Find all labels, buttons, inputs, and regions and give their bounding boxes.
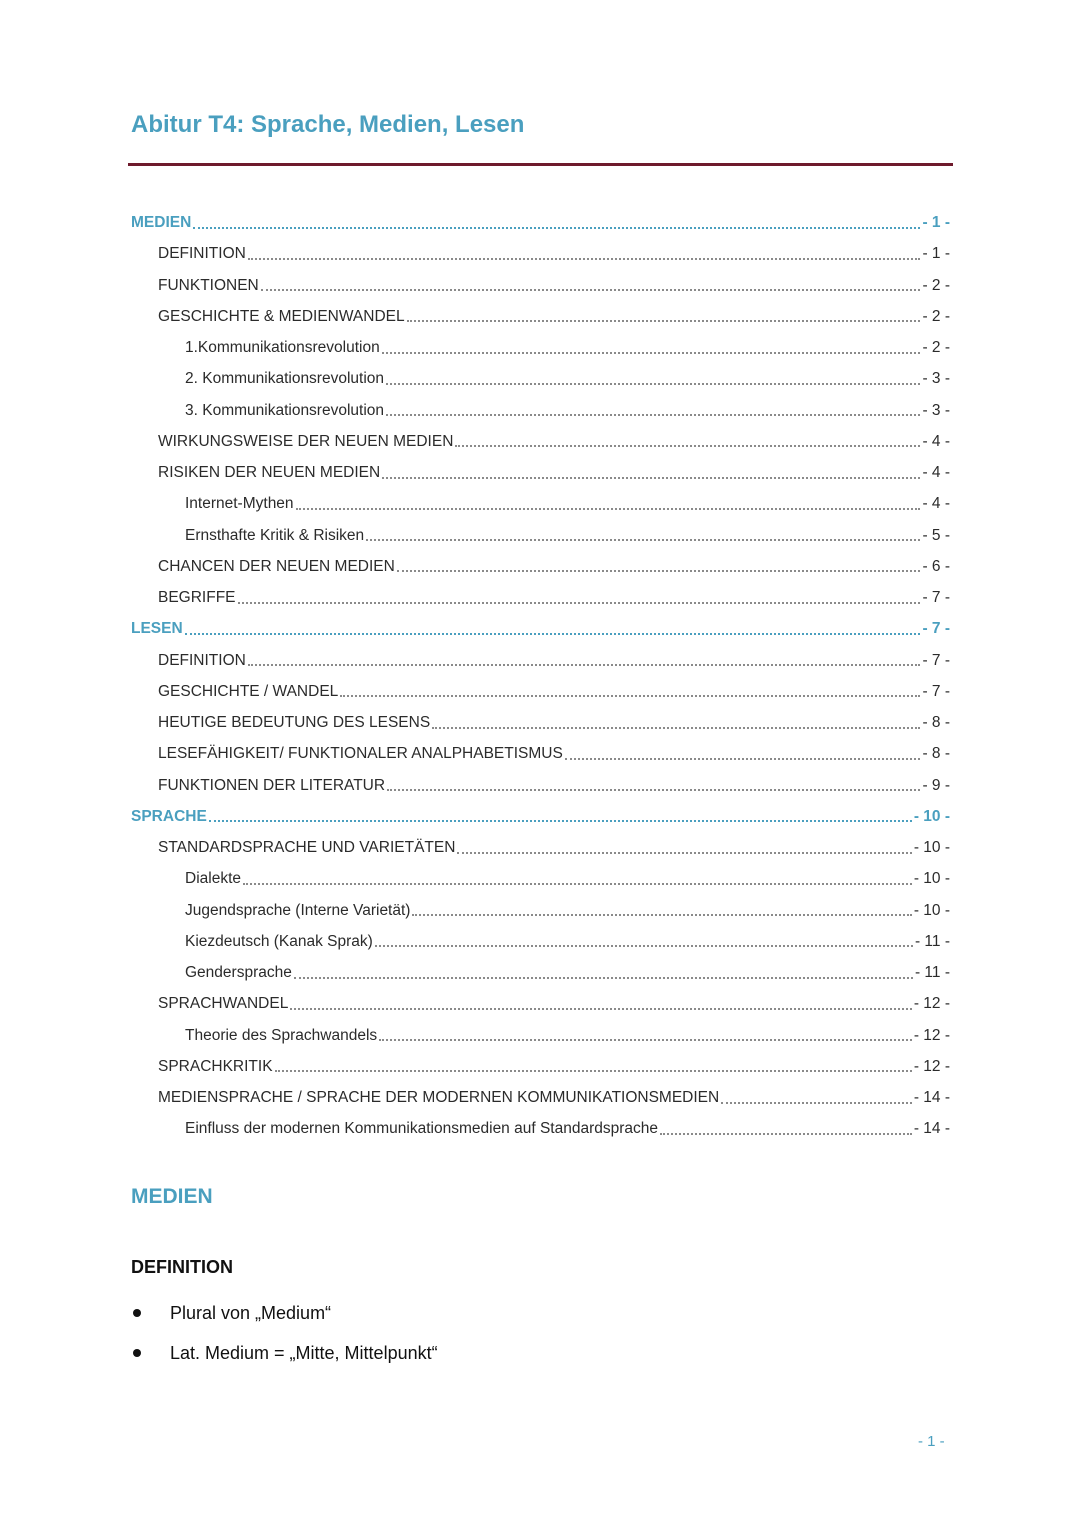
toc-entry-page: - 2 - [922,339,950,356]
toc-entry[interactable] [131,645,950,676]
toc-entry-page: - 12 - [913,995,950,1013]
toc-entry-label: SPRACHE [131,807,207,825]
toc-entry[interactable] [131,270,950,301]
toc-entry-label: Einfluss der modernen Kommunikationsmedien auf Standardsprache [185,1120,659,1138]
toc-entry-page: - 12 - [913,1026,950,1044]
toc-entry-label: Kiezdeutsch (Kanak Sprak) [185,932,373,950]
toc-leader-dots [340,695,920,697]
toc-entry-page: - 9 - [922,776,950,794]
toc-entry-label: DEFINITION [158,245,246,263]
toc-leader-dots [379,1039,912,1041]
toc-entry[interactable] [131,488,950,519]
toc-entry[interactable] [131,895,950,926]
toc-leader-dots [397,570,921,572]
toc-entry-page: - 8 - [922,714,950,731]
toc-entry-label: STANDARDSPRACHE UND VARIETÄTEN [158,839,456,856]
toc-entry[interactable] [131,676,950,707]
list-item-text: Plural von „Medium“ [170,1302,332,1323]
toc-entry-page: - 12 - [913,1057,950,1075]
toc-entry-label: MEDIEN [131,214,192,231]
title-divider [128,163,953,166]
toc-entry-label: Jugendsprache (Interne Varietät) [185,901,411,919]
toc-entry[interactable] [131,1082,950,1113]
toc-leader-dots [193,227,920,229]
toc-leader-dots [721,1102,912,1104]
toc-entry[interactable] [131,582,950,613]
toc-leader-dots [248,664,921,666]
toc-entry-page: - 5 - [922,526,950,544]
toc-entry-label: LESEN [131,620,183,638]
toc-entry-page: - 8 - [922,745,950,763]
toc-entry[interactable] [131,301,950,332]
page-title: Abitur T4: Sprache, Medien, Lesen [131,111,525,138]
toc-entry[interactable] [131,395,950,426]
toc-entry-page: - 10 - [913,901,950,919]
toc-entry[interactable] [131,738,950,769]
toc-entry-page: - 14 - [913,1120,950,1138]
toc-entry-page: - 7 - [922,651,950,669]
section-heading: MEDIEN [131,1185,213,1208]
toc-entry-page: - 2 - [922,307,950,325]
bullet-icon [133,1349,141,1357]
toc-entry-page: - 3 - [922,401,950,419]
toc-entry-page: - 11 - [914,932,950,950]
toc-entry-page: - 10 - [913,870,950,888]
sub-heading: DEFINITION [131,1257,233,1277]
toc-entry-page: - 1 - [922,214,950,231]
toc-entry[interactable] [131,957,950,988]
toc-leader-dots [238,602,921,604]
toc-entry-label: GESCHICHTE & MEDIENWANDEL [158,307,405,325]
toc-leader-dots [248,258,921,260]
toc-leader-dots [375,945,913,947]
toc-leader-dots [565,758,921,760]
toc-entry-label: SPRACHKRITIK [158,1057,273,1075]
toc-entry-label: DEFINITION [158,651,246,669]
toc-entry-label: 3. Kommunikationsrevolution [185,401,385,419]
toc-leader-dots [290,1008,911,1010]
toc-entry-label: 2. Kommunikationsrevolution [185,370,385,388]
toc-entry-page: - 7 - [922,620,950,638]
toc-leader-dots [382,352,921,354]
toc-entry[interactable] [131,832,950,863]
list-item [131,1333,438,1373]
toc-entry-label: FUNKTIONEN DER LITERATUR [158,776,386,794]
toc-leader-dots [457,852,911,854]
toc-leader-dots [386,414,920,416]
toc-entry-page: - 3 - [922,370,950,388]
toc-entry-page: - 4 - [922,495,950,513]
toc-leader-dots [412,914,911,916]
toc-entry-label: RISIKEN DER NEUEN MEDIEN [158,464,381,481]
toc-entry-label: FUNKTIONEN [158,276,259,294]
toc-entry-page: - 6 - [922,557,950,575]
toc-entry-page: - 11 - [914,964,950,981]
toc-entry-page: - 7 - [922,589,950,606]
bullet-icon [133,1309,141,1317]
toc-entry-page: - 7 - [922,682,950,700]
toc-entry-label: WIRKUNGSWEISE DER NEUEN MEDIEN [158,432,454,450]
list-item-text: Lat. Medium = „Mitte, Mittelpunkt“ [170,1342,438,1363]
toc-leader-dots [296,508,921,510]
toc-entry-label: GESCHICHTE / WANDEL [158,682,339,700]
toc-leader-dots [455,445,920,447]
toc-leader-dots [660,1133,912,1135]
toc-leader-dots [185,633,921,635]
toc-leader-dots [382,477,920,479]
toc-entry-page: - 10 - [913,807,950,825]
toc-entry[interactable] [131,707,950,738]
toc-entry-label: Ernsthafte Kritik & Risiken [185,526,365,544]
toc-leader-dots [261,289,921,291]
table-of-contents [131,207,950,1145]
page-number: - 1 - [918,1433,945,1450]
toc-entry-page: - 4 - [922,464,950,481]
toc-entry-label: MEDIENSPRACHE / SPRACHE DER MODERNEN KOMMUNIKATIONSMEDIEN [158,1089,720,1106]
toc-entry-label: CHANCEN DER NEUEN MEDIEN [158,557,395,575]
toc-leader-dots [243,883,912,885]
toc-leader-dots [366,539,920,541]
toc-entry-label: BEGRIFFE [158,589,236,606]
toc-entry[interactable] [131,926,950,957]
toc-entry[interactable] [131,770,950,801]
toc-entry-label: SPRACHWANDEL [158,995,289,1013]
toc-leader-dots [275,1070,912,1072]
toc-entry[interactable] [131,1020,950,1051]
toc-entry[interactable] [131,1113,950,1144]
toc-entry[interactable] [131,426,950,457]
toc-leader-dots [387,789,920,791]
toc-entry[interactable] [131,801,950,832]
toc-leader-dots [209,820,912,822]
toc-entry[interactable] [131,457,950,488]
toc-entry-label: Dialekte [185,870,241,888]
toc-entry[interactable] [131,207,950,238]
toc-entry[interactable] [131,988,950,1019]
toc-leader-dots [407,320,921,322]
toc-entry[interactable] [131,238,950,269]
toc-entry[interactable] [131,551,950,582]
toc-entry[interactable] [131,863,950,894]
toc-entry-label: Theorie des Sprachwandels [185,1026,378,1044]
toc-entry-page: - 4 - [922,432,950,450]
toc-entry-page: - 1 - [922,245,950,263]
toc-entry-label: Internet-Mythen [185,495,294,513]
toc-entry-page: - 2 - [922,276,950,294]
toc-entry-label: Gendersprache [185,964,292,981]
toc-entry[interactable] [131,520,950,551]
toc-leader-dots [386,383,920,385]
toc-leader-dots [432,727,920,729]
toc-entry[interactable] [131,613,950,644]
toc-entry-page: - 10 - [913,839,950,856]
toc-entry-page: - 14 - [913,1089,950,1106]
list-item [131,1293,438,1333]
toc-entry-label: HEUTIGE BEDEUTUNG DES LESENS [158,714,431,731]
toc-leader-dots [294,977,913,979]
toc-entry[interactable] [131,1051,950,1082]
toc-entry-label: LESEFÄHIGKEIT/ FUNKTIONALER ANALPHABETISMUS [158,745,563,763]
toc-entry[interactable] [131,332,950,363]
definition-list [131,1293,438,1373]
toc-entry[interactable] [131,363,950,394]
toc-entry-label: 1.Kommunikationsrevolution [185,339,380,356]
